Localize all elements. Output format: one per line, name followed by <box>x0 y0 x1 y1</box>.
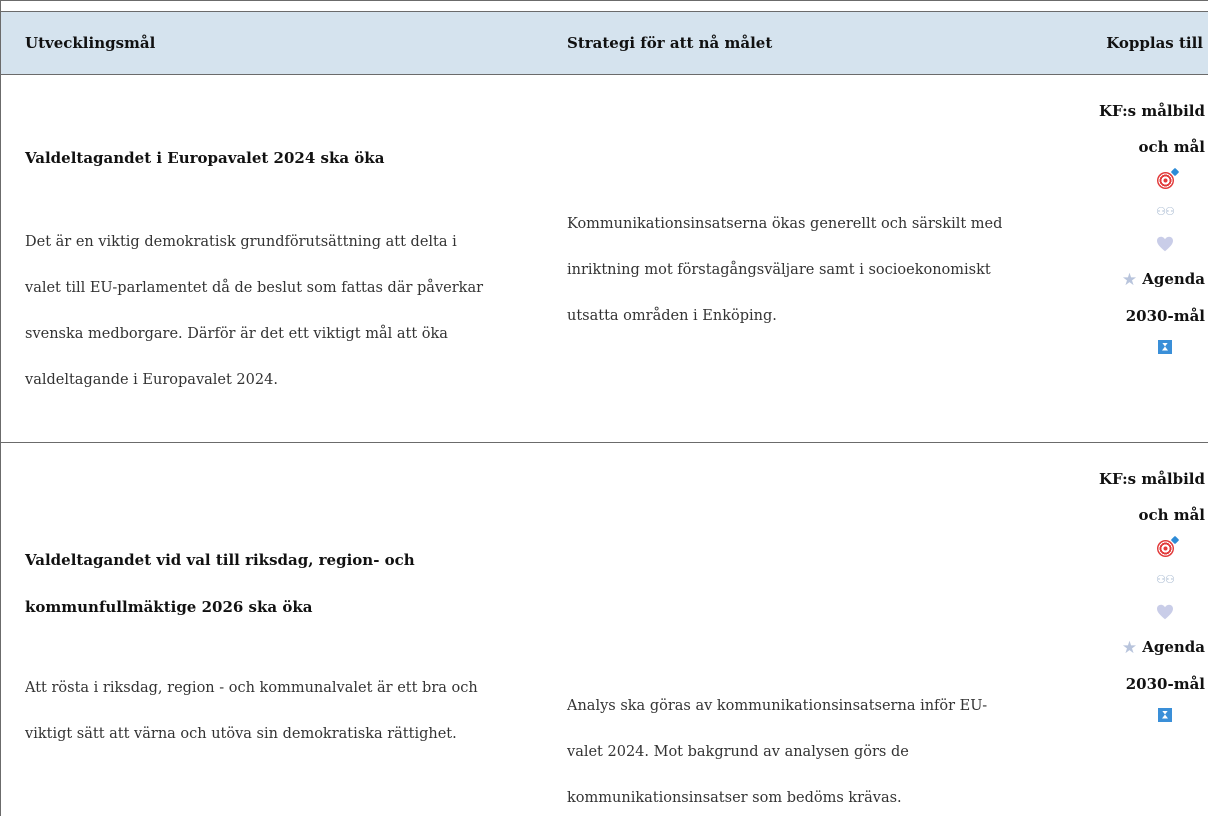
goal-description <box>25 219 540 403</box>
goal-title-line: kommunfullmäktige 2026 ska öka <box>25 598 313 616</box>
table-header <box>1 11 1208 75</box>
sdg-icon <box>1158 708 1172 722</box>
heart-icon <box>1156 236 1174 252</box>
links-cell <box>1087 461 1208 734</box>
table-row <box>1 443 1208 817</box>
links-cell <box>1087 93 1208 366</box>
target-icon <box>1157 172 1174 189</box>
goal-description-line: svenska medborgare. Därför är det ett viktigt mål att öka <box>25 326 448 342</box>
strategy-line: Analys ska göras av kommunikationsinsatserna inför EU- <box>567 698 988 714</box>
agenda-label-line1: Agenda <box>1142 270 1205 288</box>
table-row <box>1 75 1208 443</box>
goal-title-line: Valdeltagandet i Europavalet 2024 ska öka <box>25 149 385 167</box>
goal-title <box>25 135 535 182</box>
star-icon: ★ <box>1121 270 1138 290</box>
header-goal: Utvecklingsmål <box>25 34 156 52</box>
strategy-text <box>567 201 1067 339</box>
sdg-icon <box>1158 340 1172 354</box>
heart-icon <box>1156 604 1174 620</box>
strategy-line: kommunikationsinsatser som bedöms krävas. <box>567 790 902 806</box>
goal-description-line: Att rösta i riksdag, region - och kommunalvalet är ett bra och <box>25 680 478 696</box>
kf-label-line2: och mål <box>1138 138 1205 156</box>
goal-title <box>25 537 535 631</box>
goal-title-line: Valdeltagandet vid val till riksdag, region- och <box>25 551 415 569</box>
strategy-line: valet 2024. Mot bakgrund av analysen görs de <box>567 744 909 760</box>
strategy-text <box>567 683 1067 821</box>
target-icon <box>1157 540 1174 557</box>
agenda-label-line2: 2030-mål <box>1125 675 1205 693</box>
goal-description-line: viktigt sätt att värna och utöva sin demokratiska rättighet. <box>25 726 457 742</box>
goal-description <box>25 665 540 757</box>
goal-description-line: valet till EU-parlamentet då de beslut som fattas där påverkar <box>25 280 484 296</box>
kf-label-line1: KF:s målbild <box>1098 470 1205 488</box>
people-icon: ⚇⚇ <box>1156 205 1174 218</box>
goal-description-line: Det är en viktig demokratisk grundförutsättning att delta i <box>25 234 457 250</box>
kf-label-line2: och mål <box>1138 506 1205 524</box>
agenda-label-line1: Agenda <box>1142 638 1205 656</box>
header-strategy: Strategi för att nå målet <box>567 34 773 52</box>
kf-label-line1: KF:s målbild <box>1098 102 1205 120</box>
header-links: Kopplas till <box>1106 34 1203 52</box>
agenda-label-line2: 2030-mål <box>1125 307 1205 325</box>
people-icon: ⚇⚇ <box>1156 573 1174 586</box>
strategy-line: utsatta områden i Enköping. <box>567 308 777 324</box>
star-icon: ★ <box>1121 638 1138 658</box>
strategy-line: Kommunikationsinsatserna ökas generellt och särskilt med <box>567 216 1003 232</box>
strategy-line: inriktning mot förstagångsväljare samt i socioekonomiskt <box>567 262 991 278</box>
goal-description-line: valdeltagande i Europavalet 2024. <box>25 372 278 388</box>
